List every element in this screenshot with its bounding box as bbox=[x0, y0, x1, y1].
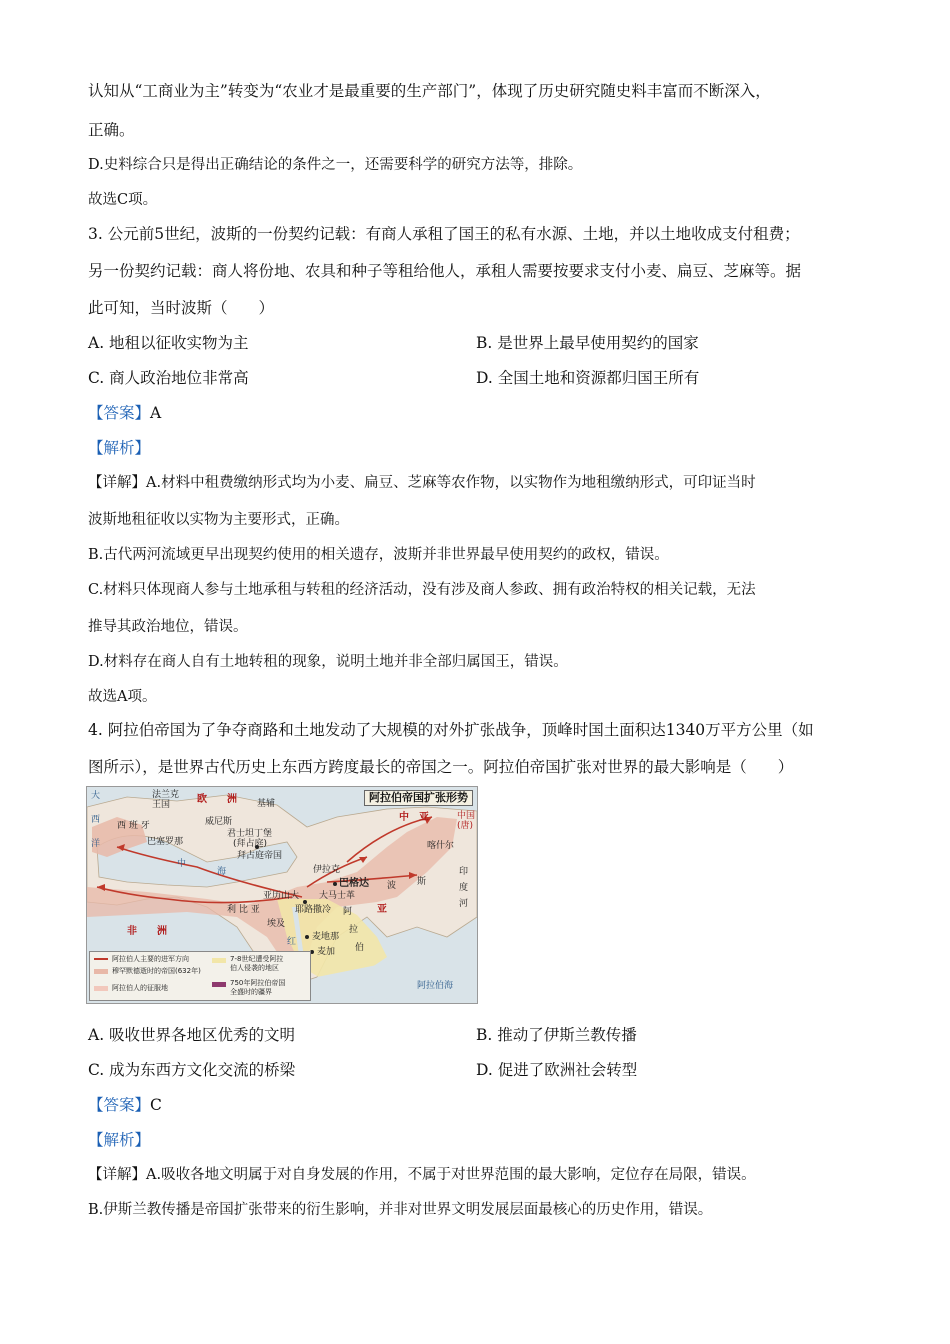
map-label: 海 bbox=[217, 867, 227, 877]
legend-label: 全盛时的疆界 bbox=[230, 988, 272, 996]
text-line: 故选C项。 bbox=[88, 192, 158, 208]
map-label: 洲 bbox=[157, 926, 167, 937]
map-label: 伯 bbox=[355, 943, 365, 953]
q3-option-a: A. 地租以征收实物为主 bbox=[88, 334, 249, 352]
q4-answer bbox=[88, 1095, 162, 1115]
map-label: 喀什尔 bbox=[427, 841, 455, 851]
q4-option-d: D. 促进了欧洲社会转型 bbox=[476, 1061, 638, 1079]
detail-text: A.吸收各地文明属于对自身发展的作用，不属于对世界范围的最大影响，定位存在局限，错误。 bbox=[146, 1167, 756, 1183]
map-label: 法兰克 bbox=[152, 790, 180, 800]
detail-tag: 【详解】 bbox=[88, 1167, 146, 1183]
text-line: B.古代两河流域更早出现契约使用的相关遗存，波斯并非世界最早使用契约的政权，错误。 bbox=[88, 547, 669, 563]
map-label: 欧 bbox=[197, 794, 207, 805]
q3-option-c: C. 商人政治地位非常高 bbox=[88, 369, 249, 387]
answer-value: A bbox=[150, 404, 162, 422]
legend-label: 伯人侵袭的地区 bbox=[230, 964, 279, 972]
question-4-stem: 图所示），是世界古代历史上东西方跨度最长的帝国之一。阿拉伯帝国扩张对世界的最大影响是（ ） bbox=[88, 758, 794, 776]
map-label: 洲 bbox=[227, 794, 237, 805]
map-label: 大马士革 bbox=[319, 891, 356, 901]
map-label: 亚历山大 bbox=[263, 891, 300, 901]
map-label: 巴塞罗那 bbox=[147, 837, 184, 847]
map-label: 度 bbox=[459, 883, 469, 893]
text-line: 正确。 bbox=[88, 121, 135, 139]
map-label: 亚 bbox=[377, 904, 387, 915]
question-3-stem: 另一份契约记载：商人将份地、农具和种子等租给他人，承租人需要按要求支付小麦、扁豆、芝麻等。据 bbox=[88, 262, 802, 280]
map-label: 波 bbox=[387, 881, 397, 891]
map-label: 拜占庭帝国 bbox=[237, 851, 283, 861]
map-label: 利 比 亚 bbox=[227, 905, 260, 915]
legend-empire-swatch bbox=[94, 969, 108, 974]
arab-empire-map bbox=[86, 786, 478, 1004]
map-label: (唐) bbox=[457, 821, 474, 831]
map-label: 洋 bbox=[91, 839, 101, 849]
legend-raid-swatch bbox=[212, 958, 226, 963]
map-label: 耶路撒冷 bbox=[295, 905, 332, 915]
analysis-tag: 【解析】 bbox=[88, 1131, 151, 1149]
detail-text: A.材料中租费缴纳形式均为小麦、扁豆、芝麻等农作物，以实物作为地租缴纳形式，可印证当时 bbox=[146, 475, 756, 491]
map-label: 麦地那 bbox=[312, 932, 340, 942]
map-label: (拜占庭) bbox=[233, 839, 268, 849]
text-line: D.史料综合只是得出正确结论的条件之一，还需要科学的研究方法等，排除。 bbox=[88, 157, 583, 173]
q3-option-d: D. 全国土地和资源都归国王所有 bbox=[476, 369, 700, 387]
detail-tag: 【详解】 bbox=[88, 475, 146, 491]
map-label: 威尼斯 bbox=[205, 817, 233, 827]
map-label: 中 bbox=[177, 859, 187, 869]
q3-analysis-heading bbox=[88, 438, 150, 458]
q4-option-c: C. 成为东西方文化交流的桥梁 bbox=[88, 1061, 296, 1079]
text-line: D.材料存在商人自有土地转租的现象，说明土地并非全部归属国王，错误。 bbox=[88, 654, 568, 670]
map-label: 西 bbox=[91, 815, 101, 825]
text-line: 波斯地租征收以实物为主要形式，正确。 bbox=[88, 512, 349, 528]
text-line: 推导其政治地位，错误。 bbox=[88, 619, 248, 635]
q4-analysis-heading bbox=[88, 1130, 150, 1150]
q4-option-a: A. 吸收世界各地区优秀的文明 bbox=[88, 1026, 296, 1044]
map-label: 伊拉克 bbox=[313, 865, 341, 875]
map-label: 中 亚 bbox=[399, 812, 429, 823]
text-line: B.伊斯兰教传播是帝国扩张带来的衍生影响，并非对世界文明发展层面最核心的历史作用，错误。 bbox=[88, 1202, 713, 1218]
q3-answer bbox=[88, 403, 161, 423]
map-label: 王国 bbox=[152, 800, 171, 810]
question-3-stem: 此可知，当时波斯（ ） bbox=[88, 299, 275, 317]
map-label: 拉 bbox=[349, 925, 359, 935]
legend-label: 7-8世纪遭受阿拉 bbox=[230, 955, 284, 963]
legend-label: 阿拉伯人主要的进军方向 bbox=[112, 955, 189, 963]
question-4-stem: 4. 阿拉伯帝国为了争夺商路和土地发动了大规模的对外扩张战争，顶峰时国土面积达1340万平方公里（如 bbox=[88, 721, 814, 739]
map-label: 红 bbox=[287, 937, 297, 947]
map-label: 君士坦丁堡 bbox=[227, 829, 273, 839]
map-label: 埃及 bbox=[267, 919, 286, 929]
map-label: 阿拉伯海 bbox=[417, 981, 454, 991]
map-title: 阿拉伯帝国扩张形势 bbox=[364, 790, 473, 806]
map-label: 中国 bbox=[457, 811, 476, 821]
legend-label: 阿拉伯人的征服地 bbox=[112, 984, 168, 992]
q4-detail bbox=[88, 1165, 756, 1185]
analysis-tag: 【解析】 bbox=[88, 439, 151, 457]
map-label: 麦加 bbox=[317, 947, 336, 957]
legend-border-swatch bbox=[212, 982, 226, 987]
map-label: 基辅 bbox=[257, 799, 276, 809]
q3-option-b: B. 是世界上最早使用契约的国家 bbox=[476, 334, 699, 352]
map-label: 非 bbox=[127, 926, 137, 937]
map-label: 印 bbox=[459, 867, 469, 877]
map-label: 巴格达 bbox=[339, 878, 369, 889]
answer-value: C bbox=[150, 1096, 162, 1114]
question-3-stem: 3. 公元前5世纪，波斯的一份契约记载：有商人承租了国王的私有水源、土地，并以土地收成支付租费； bbox=[88, 225, 800, 243]
legend-arrow-swatch bbox=[94, 958, 108, 960]
legend-label: 750年阿拉伯帝国 bbox=[230, 979, 286, 987]
answer-tag: 【答案】 bbox=[88, 1096, 151, 1114]
map-legend bbox=[89, 951, 311, 1001]
q3-detail bbox=[88, 473, 756, 493]
map-label: 大 bbox=[91, 791, 101, 801]
q4-option-b: B. 推动了伊斯兰教传播 bbox=[476, 1026, 637, 1044]
legend-label: 穆罕默德逝时的帝国(632年) bbox=[112, 967, 201, 975]
text-line: 故选A项。 bbox=[88, 689, 157, 705]
legend-conquest-swatch bbox=[94, 986, 108, 991]
map-label: 阿 bbox=[343, 907, 353, 917]
answer-tag: 【答案】 bbox=[88, 404, 151, 422]
map-label: 西 班 牙 bbox=[117, 821, 150, 831]
text-line: C.材料只体现商人参与土地承租与转租的经济活动，没有涉及商人参政、拥有政治特权的相关记载，无法 bbox=[88, 582, 756, 598]
map-label: 河 bbox=[459, 899, 469, 909]
map-label: 斯 bbox=[417, 877, 427, 887]
text-line: 认知从“工商业为主”转变为“农业才是最重要的生产部门”，体现了历史研究随史料丰富而不断深入， bbox=[88, 82, 771, 100]
